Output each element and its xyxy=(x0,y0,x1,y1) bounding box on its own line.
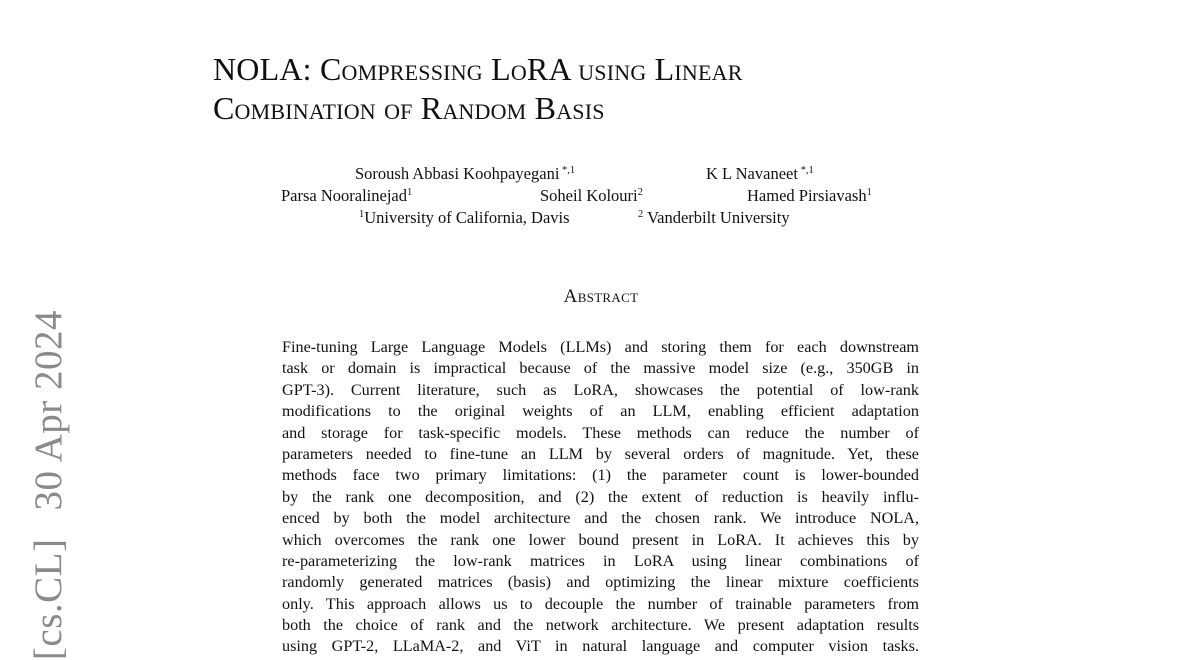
abstract-body xyxy=(282,337,919,658)
author-nooralinejad: Parsa Nooralinejad$^1$ xyxy=(281,185,412,207)
abstract-line: methods face two primary limitations: (1) the parameter count is lower-bounded xyxy=(282,465,919,486)
abstract-heading: Abstract xyxy=(0,286,1200,308)
abstract-line: using GPT-2, LLaMA-2, and ViT in natural language and computer vision tasks. xyxy=(282,636,919,657)
author-kolouri: Soheil Kolouri$^2$ xyxy=(540,185,643,207)
abstract-line: modifications to the original weights of an LLM, enabling efficient adaptation xyxy=(282,401,919,422)
title-line-1: NOLA: Compressing LoRA using Linear xyxy=(213,50,973,89)
abstract-line: re-parameterizing the low-rank matrices in LoRA using linear combinations of xyxy=(282,551,919,572)
abstract-line: GPT-3). Current literature, such as LoRA, showcases the potential of low-rank xyxy=(282,380,919,401)
abstract-line: and storage for task-specific models. These methods can reduce the number of xyxy=(282,423,919,444)
author-navaneet: K L Navaneet $^{*,1}$ xyxy=(706,163,814,185)
abstract-line: both the choice of rank and the network architecture. We present adaptation results xyxy=(282,615,919,636)
abstract-line: enced by both the model architecture and the chosen rank. We introduce NOLA, xyxy=(282,508,919,529)
abstract-line: by the rank one decomposition, and (2) the extent of reduction is heavily influ- xyxy=(282,487,919,508)
affiliation-vanderbilt: $^2$ Vanderbilt University xyxy=(638,207,790,229)
paper-title xyxy=(213,50,973,128)
abstract-line: task or domain is impractical because of the massive model size (e.g., 350GB in xyxy=(282,358,919,379)
arxiv-category: [cs.CL] xyxy=(27,539,70,660)
author-koohpayegani: Soroush Abbasi Koohpayegani $^{*,1}$ xyxy=(355,163,575,185)
arxiv-side-stamp xyxy=(26,310,71,660)
abstract-line: Fine-tuning Large Language Models (LLMs) and storing them for each downstream xyxy=(282,337,919,358)
abstract-line: only. This approach allows us to decouple the number of trainable parameters from xyxy=(282,594,919,615)
abstract-line: which overcomes the rank one lower bound present in LoRA. It achieves this by xyxy=(282,530,919,551)
title-line-2: Combination of Random Basis xyxy=(213,89,973,128)
arxiv-date: 30 Apr 2024 xyxy=(27,310,70,511)
abstract-line: randomly generated matrices (basis) and optimizing the linear mixture coefficients xyxy=(282,572,919,593)
affiliation-uc-davis: $^1$University of California, Davis xyxy=(359,207,570,229)
author-pirsiavash: Hamed Pirsiavash$^1$ xyxy=(747,185,872,207)
abstract-line: parameters needed to fine-tune an LLM by several orders of magnitude. Yet, these xyxy=(282,444,919,465)
